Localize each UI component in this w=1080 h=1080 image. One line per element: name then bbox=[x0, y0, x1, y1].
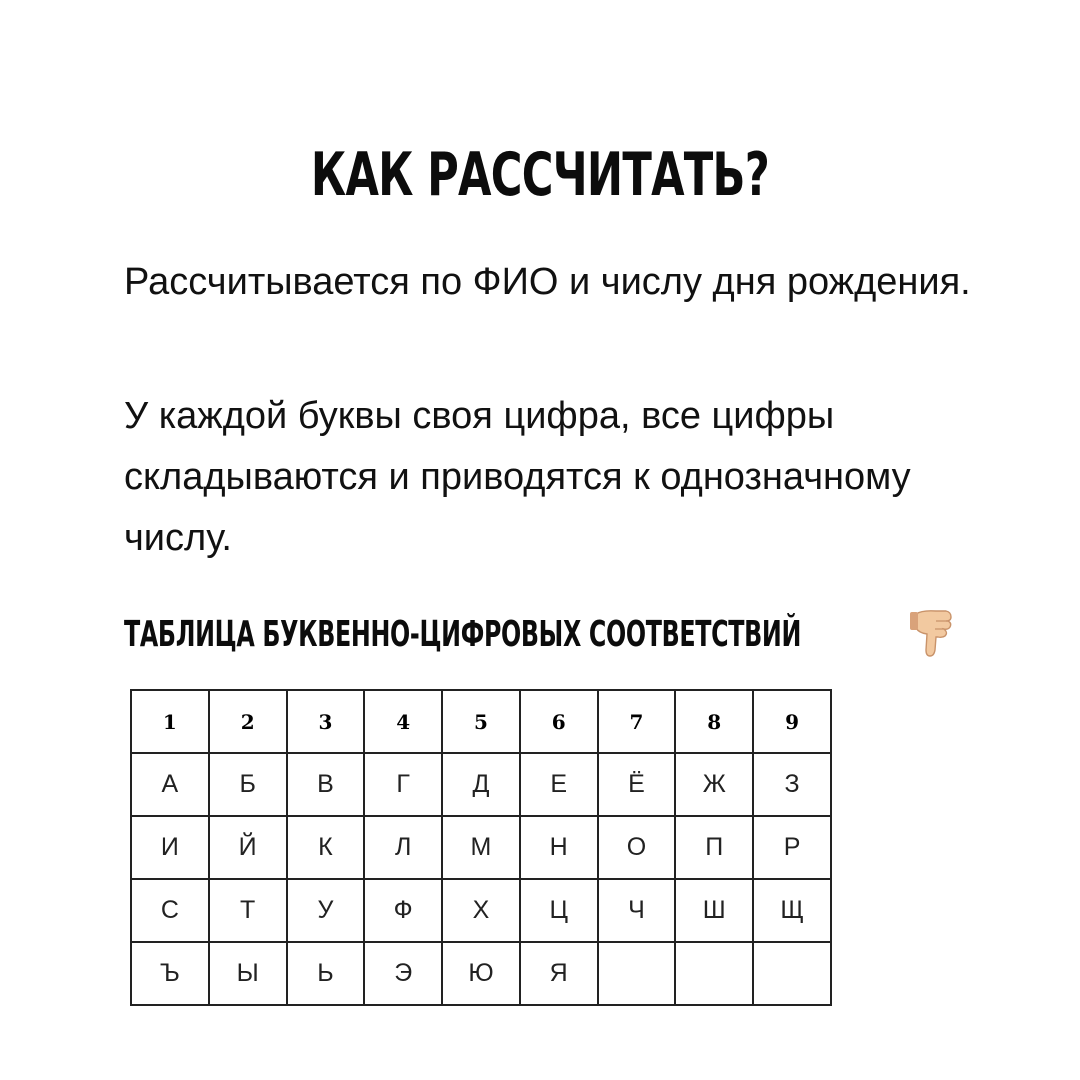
letter-cell: Д bbox=[442, 753, 520, 816]
letter-cell: Ы bbox=[209, 942, 287, 1005]
letter-cell: И bbox=[131, 816, 209, 879]
letter-cell bbox=[598, 942, 676, 1005]
letter-cell: С bbox=[131, 879, 209, 942]
letter-cell: О bbox=[598, 816, 676, 879]
letter-cell: Ъ bbox=[131, 942, 209, 1005]
digit-cell: 9 bbox=[753, 690, 831, 753]
digit-cell: 2 bbox=[209, 690, 287, 753]
letter-cell bbox=[675, 942, 753, 1005]
letter-number-table bbox=[130, 689, 832, 1006]
paragraph-digit-summing: У каждой буквы своя цифра, все цифры складываются и приводятся к однозначному числу. bbox=[124, 395, 911, 559]
letter-cell: А bbox=[131, 753, 209, 816]
letter-cell: Ч bbox=[598, 879, 676, 942]
page-title: КАК РАССЧИТАТЬ? bbox=[310, 140, 770, 210]
letters-row bbox=[131, 942, 831, 1005]
letter-cell: Ь bbox=[287, 942, 365, 1005]
letter-cell: Й bbox=[209, 816, 287, 879]
letters-row bbox=[131, 879, 831, 942]
letter-cell: Б bbox=[209, 753, 287, 816]
letter-cell: З bbox=[753, 753, 831, 816]
letter-cell: Х bbox=[442, 879, 520, 942]
letter-cell: Ф bbox=[364, 879, 442, 942]
digits-row bbox=[131, 690, 831, 753]
letter-cell: Э bbox=[364, 942, 442, 1005]
table-title-row bbox=[124, 604, 1080, 664]
letter-cell: У bbox=[287, 879, 365, 942]
letter-cell: Р bbox=[753, 816, 831, 879]
letter-cell: Ж bbox=[675, 753, 753, 816]
letter-cell: Ш bbox=[675, 879, 753, 942]
digit-cell: 4 bbox=[364, 690, 442, 753]
letter-cell: Е bbox=[520, 753, 598, 816]
letter-cell: Г bbox=[364, 753, 442, 816]
letter-cell bbox=[753, 942, 831, 1005]
table-title: ТАБЛИЦА БУКВЕННО-ЦИФРОВЫХ СООТВЕТСТВИЙ bbox=[124, 613, 802, 655]
digit-cell: 1 bbox=[131, 690, 209, 753]
digit-cell: 3 bbox=[287, 690, 365, 753]
pointing-down-hand-icon bbox=[908, 608, 954, 658]
letter-cell: К bbox=[287, 816, 365, 879]
letter-cell: Щ bbox=[753, 879, 831, 942]
letter-cell: Я bbox=[520, 942, 598, 1005]
digit-cell: 8 bbox=[675, 690, 753, 753]
letter-cell: Т bbox=[209, 879, 287, 942]
paragraph-calculation-basis: Рассчитывается по ФИО и числу дня рождения. bbox=[124, 261, 971, 303]
letter-cell: П bbox=[675, 816, 753, 879]
letters-row bbox=[131, 753, 831, 816]
digit-cell: 5 bbox=[442, 690, 520, 753]
digit-cell: 7 bbox=[598, 690, 676, 753]
letter-cell: Л bbox=[364, 816, 442, 879]
letter-cell: В bbox=[287, 753, 365, 816]
letter-cell: Ё bbox=[598, 753, 676, 816]
letter-cell: Н bbox=[520, 816, 598, 879]
letter-cell: Ц bbox=[520, 879, 598, 942]
letter-cell: Ю bbox=[442, 942, 520, 1005]
letters-row bbox=[131, 816, 831, 879]
letter-cell: М bbox=[442, 816, 520, 879]
digit-cell: 6 bbox=[520, 690, 598, 753]
